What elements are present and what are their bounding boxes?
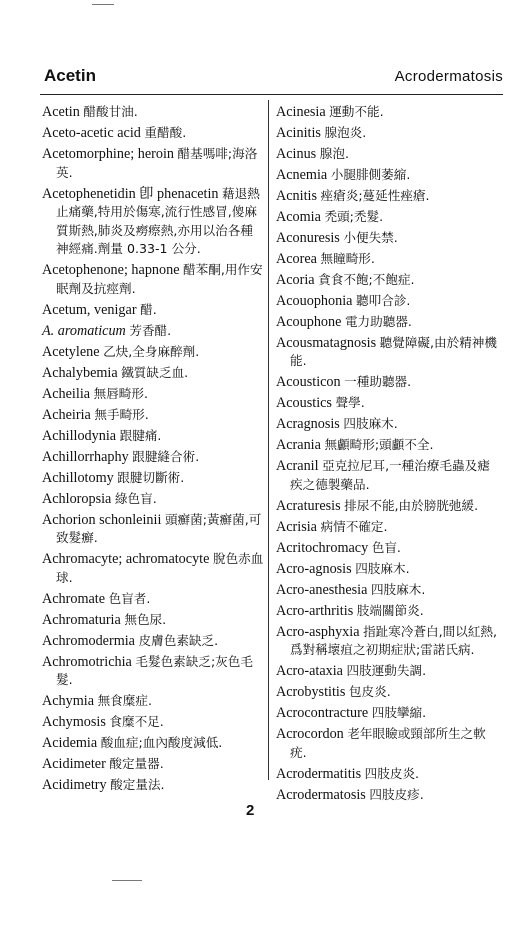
entry-definition: 頭癬菌;黃癬菌,可致髮癬.	[56, 511, 262, 546]
entry-definition: 運動不能.	[329, 104, 384, 119]
entry-definition: 腺泡.	[319, 145, 349, 161]
entry-term: Acoria	[276, 271, 315, 288]
entry-term: Achromacyte; achromatocyte	[42, 551, 210, 568]
entry-term: Achorion schonleinii	[42, 511, 162, 528]
dictionary-entry	[42, 343, 264, 362]
entry-definition: 跟腱縫合術.	[132, 448, 200, 464]
entry-term: Achromotrichia	[42, 653, 132, 670]
entry-term: Acousticon	[276, 374, 341, 391]
entry-definition: 四肢皮炎.	[364, 765, 420, 781]
dictionary-entry	[42, 385, 264, 404]
dictionary-entry	[276, 662, 501, 681]
entry-term: Acetum, venigar	[42, 301, 137, 318]
entry-definition: 病情不確定.	[320, 518, 388, 534]
scan-speck	[112, 880, 142, 881]
entry-definition: 無手畸形.	[94, 406, 149, 422]
entry-term: Acetin	[42, 104, 80, 120]
entry-term: Acrisia	[276, 518, 317, 535]
left-column	[42, 103, 264, 797]
entry-definition: 食糜不足.	[109, 714, 164, 730]
entry-term: Achromate	[42, 590, 106, 607]
dictionary-entry	[276, 208, 501, 227]
entry-term: Acinitis	[276, 124, 321, 141]
entry-definition: 醋苯酮,用作安眠劑及抗痙劑.	[56, 262, 263, 296]
entry-term: Achromaturia	[42, 611, 121, 628]
entry-term: Acinus	[276, 145, 317, 162]
entry-definition: 無顱畸形;頭顱不全.	[324, 437, 434, 453]
entry-definition: 色盲.	[371, 539, 401, 555]
dictionary-entry	[42, 145, 264, 182]
dictionary-entry	[276, 704, 501, 723]
entry-term: Acoustics	[276, 395, 332, 412]
entry-term: Achalybemia	[42, 364, 118, 381]
entry-term: Acnemia	[276, 166, 328, 183]
dictionary-entry	[276, 623, 501, 660]
entry-definition: 無唇畸形.	[93, 385, 148, 401]
entry-term: Achymia	[42, 693, 95, 710]
dictionary-entry	[276, 581, 501, 600]
entry-definition: 醋.	[140, 301, 157, 317]
entry-term: Acragnosis	[276, 416, 340, 433]
entry-definition: 皮膚色素缺乏.	[138, 632, 219, 648]
entry-definition: 毛髮色素缺乏;灰色毛髮.	[56, 653, 253, 688]
entry-definition: 酸定量法.	[110, 777, 165, 793]
entry-term: Acro-ataxia	[276, 663, 343, 680]
dictionary-entry	[276, 103, 501, 122]
dictionary-entry	[42, 632, 264, 651]
dictionary-entry	[276, 765, 501, 784]
entry-term: Acouphone	[276, 313, 342, 330]
entry-term: A. aromaticum	[42, 322, 126, 339]
entry-term: Acetophenetidin 卽 phenacetin	[42, 185, 219, 202]
entry-term: Acidimeter	[42, 756, 106, 773]
entry-term: Achymosis	[42, 714, 106, 731]
dictionary-entry	[42, 550, 264, 587]
dictionary-entry	[42, 713, 264, 732]
dictionary-entry	[276, 313, 501, 332]
entry-term: Acorea	[276, 250, 317, 267]
right-column	[276, 103, 501, 807]
entry-definition: 貪食不飽;不飽症.	[318, 271, 415, 287]
header-left-guideword: Acetin	[44, 66, 96, 85]
entry-term: Acro-agnosis	[276, 560, 352, 577]
entry-term: Acrodermatitis	[276, 765, 362, 782]
entry-term: Acrania	[276, 437, 321, 454]
entry-definition: 老年眼瞼或頸部所生之軟疣.	[290, 726, 486, 760]
dictionary-entry	[276, 457, 501, 494]
entry-definition: 包皮炎.	[348, 684, 391, 700]
entry-term: Achloropsia	[42, 490, 112, 507]
dictionary-entry	[276, 229, 501, 248]
entry-definition: 脫色赤血球.	[56, 551, 264, 585]
dictionary-entry	[276, 786, 501, 805]
entry-definition: 四肢皮疹.	[369, 786, 424, 802]
entry-term: Acrobystitis	[276, 684, 346, 701]
entry-definition: 四肢運動失調.	[346, 663, 427, 679]
dictionary-entry	[276, 394, 501, 413]
dictionary-entry	[276, 373, 501, 392]
entry-definition: 指趾寒冷蒼白,間以紅熱,爲對稱壞疽之初期症狀;雷諾氏病.	[290, 623, 498, 658]
entry-definition: 四肢麻木.	[343, 416, 398, 432]
scan-speck	[92, 4, 114, 5]
entry-definition: 一種助聽器.	[344, 374, 412, 390]
dictionary-entry	[42, 364, 264, 383]
entry-term: Acetylene	[42, 343, 100, 360]
dictionary-entry	[276, 436, 501, 455]
dictionary-entry	[42, 301, 264, 320]
entry-term: Acheiria	[42, 406, 91, 423]
entry-term: Acomia	[276, 208, 321, 225]
dictionary-entry	[276, 497, 501, 516]
entry-term: Acheilia	[42, 385, 91, 402]
entry-term: Acrocordon	[276, 726, 344, 743]
page-header	[40, 66, 503, 95]
entry-term: Acro-arthritis	[276, 602, 354, 619]
entry-term: Achromodermia	[42, 632, 135, 649]
entry-term: Acritochromacy	[276, 539, 369, 556]
dictionary-entry	[42, 448, 264, 467]
dictionary-entry	[42, 511, 264, 548]
entry-definition: 禿頭;禿髮.	[324, 208, 384, 224]
entry-definition: 重醋酸.	[144, 124, 187, 140]
entry-term: Acraturesis	[276, 497, 341, 514]
entry-term: Acetophenone; hapnone	[42, 262, 180, 279]
entry-term: Acro-asphyxia	[276, 623, 360, 640]
dictionary-entry	[276, 725, 501, 762]
dictionary-entry	[42, 406, 264, 425]
dictionary-entry	[276, 415, 501, 434]
entry-definition: 芳香醋.	[129, 322, 172, 338]
entry-definition: 酸定量器.	[109, 756, 164, 772]
dictionary-entry	[42, 653, 264, 690]
entry-definition: 醋酸甘油.	[83, 104, 138, 119]
entry-definition: 聽叩合診.	[356, 292, 411, 308]
dictionary-entry	[276, 334, 501, 371]
dictionary-entry	[42, 692, 264, 711]
entry-definition: 排尿不能,由於膀胱弛緩.	[344, 497, 479, 513]
dictionary-entry	[42, 103, 264, 122]
entry-definition: 酸血症;血內酸度減低.	[100, 735, 223, 751]
dictionary-entry	[42, 469, 264, 488]
entry-definition: 電力助聽器.	[344, 313, 412, 329]
dictionary-entry	[276, 187, 501, 206]
entry-definition: 無瞳畸形.	[320, 250, 375, 266]
dictionary-entry	[276, 271, 501, 290]
entry-term: Achillotomy	[42, 469, 114, 486]
entry-term: Aconuresis	[276, 229, 340, 246]
dictionary-entry	[276, 602, 501, 621]
entry-term: Acidimetry	[42, 777, 107, 794]
column-divider	[268, 100, 269, 780]
entry-definition: 聲學.	[335, 395, 365, 411]
header-right-guideword: Acrodermatosis	[394, 68, 503, 85]
entry-term: Aceto-acetic acid	[42, 124, 141, 141]
dictionary-entry	[276, 145, 501, 164]
dictionary-entry	[42, 490, 264, 509]
entry-term: Acrocontracture	[276, 705, 369, 722]
dictionary-entry	[276, 518, 501, 537]
entry-term: Achillorrhaphy	[42, 448, 129, 465]
dictionary-entry	[42, 611, 264, 630]
entry-definition: 藉退熱止痛藥,特用於傷寒,流行性感冒,傻麻質斯熱,肺炎及癆瘵熱,亦用以治各種神經痛.劑量 0.33-1 公分.	[56, 185, 260, 257]
entry-definition: 醋基嗎啡;海洛英.	[56, 145, 258, 180]
entry-definition: 腺泡炎.	[324, 124, 367, 140]
entry-definition: 乙炔,全身麻醉劑.	[103, 343, 200, 359]
entry-definition: 痤瘡炎;蔓延性痤瘡.	[320, 187, 430, 203]
entry-term: Acousmatagnosis	[276, 334, 377, 351]
entry-definition: 四肢麻木.	[355, 560, 410, 576]
entry-term: Acidemia	[42, 735, 98, 752]
dictionary-entry	[42, 776, 264, 795]
entry-definition: 小便失禁.	[343, 229, 398, 245]
dictionary-entry	[276, 166, 501, 185]
dictionary-entry	[42, 427, 264, 446]
entry-definition: 無食糜症.	[97, 693, 152, 709]
dictionary-entry	[276, 539, 501, 558]
dictionary-entry	[276, 560, 501, 579]
entry-definition: 肢端關節炎.	[356, 602, 424, 618]
entry-term: Acetomorphine; heroin	[42, 145, 174, 162]
dictionary-entry	[42, 734, 264, 753]
dictionary-entry	[276, 683, 501, 702]
entry-definition: 色盲者.	[108, 590, 151, 606]
dictionary-entry	[42, 590, 264, 609]
entry-term: Acrodermatosis	[276, 786, 366, 803]
entry-definition: 亞克拉尼耳,一種治療毛蟲及瘧疾之德製藥品.	[290, 458, 490, 492]
dictionary-entry	[276, 250, 501, 269]
entry-term: Achillodynia	[42, 427, 117, 444]
dictionary-entry	[42, 185, 264, 259]
entry-definition: 四肢攣縮.	[371, 705, 427, 721]
entry-definition: 無色尿.	[124, 611, 167, 627]
entry-term: Acinesia	[276, 104, 326, 120]
entry-term: Acro-anesthesia	[276, 581, 368, 598]
dictionary-entry	[42, 124, 264, 143]
dictionary-entry	[42, 322, 264, 341]
entry-definition: 小腿腓側萎縮.	[330, 166, 411, 182]
dictionary-entry	[276, 292, 501, 311]
page-number: 2	[246, 802, 255, 819]
entry-term: Acnitis	[276, 187, 317, 204]
entry-definition: 跟腱切斷術.	[117, 469, 185, 485]
dictionary-entry	[42, 261, 264, 298]
dictionary-entry	[276, 124, 501, 143]
dictionary-entry	[42, 755, 264, 774]
entry-definition: 鐵質缺乏血.	[121, 364, 189, 380]
entry-definition: 跟腱痛.	[119, 427, 162, 443]
entry-term: Acranil	[276, 458, 319, 475]
entry-definition: 四肢麻木.	[370, 581, 426, 597]
entry-definition: 綠色盲.	[114, 490, 157, 506]
entry-term: Acouophonia	[276, 292, 353, 309]
entry-definition: 聽覺障礙,由於精神機能.	[290, 334, 497, 369]
